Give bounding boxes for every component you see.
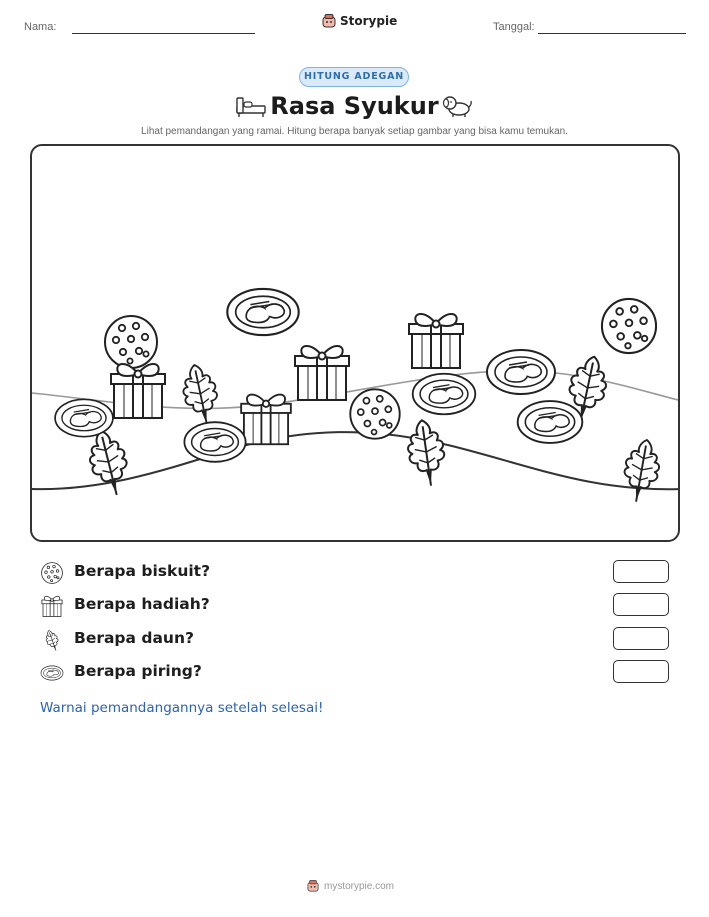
footer — [307, 880, 394, 892]
question-text: Berapa hadiah? — [74, 595, 210, 613]
plate-icon — [487, 350, 555, 394]
name-line[interactable] — [72, 33, 255, 34]
plate-icon — [518, 401, 583, 443]
gift-icon — [409, 314, 463, 368]
plate-icon — [184, 422, 245, 462]
cookie-icon — [350, 389, 399, 438]
question-text: Berapa piring? — [74, 662, 202, 680]
counting-scene — [30, 144, 680, 542]
footer-url[interactable]: mystorypie.com — [324, 880, 395, 892]
foreground-hill-line — [32, 432, 680, 489]
question-row-leaves — [40, 627, 670, 653]
answer-box-gifts[interactable] — [613, 593, 669, 616]
leaf-icon — [84, 427, 134, 500]
scene-illustration — [32, 146, 680, 542]
page-title: Rasa Syukur — [270, 92, 439, 120]
question-row-gifts — [40, 593, 670, 619]
gift-icon — [40, 594, 64, 618]
activity-badge: HITUNG ADEGAN — [299, 67, 409, 87]
question-text: Berapa daun? — [74, 629, 194, 647]
cookie-icon — [602, 299, 656, 353]
leaf-icon — [620, 437, 664, 505]
cookie-icon — [40, 561, 64, 585]
gift-icon — [295, 346, 349, 400]
answer-box-leaves[interactable] — [613, 627, 669, 650]
storypie-mascot-icon — [307, 880, 319, 892]
leaf-icon — [178, 362, 222, 428]
brand-logo — [322, 14, 397, 28]
leaf-icon — [404, 418, 448, 488]
date-label: Tanggal: — [493, 21, 535, 33]
puppy-icon — [441, 94, 473, 118]
coloring-note: Warnai pemandangannya setelah selesai! — [40, 700, 324, 716]
answer-box-plates[interactable] — [613, 660, 669, 683]
plate-icon — [227, 289, 298, 335]
plate-icon — [40, 661, 64, 685]
plate-icon — [413, 374, 476, 414]
name-label: Nama: — [24, 21, 57, 33]
storypie-mascot-icon — [322, 14, 336, 28]
question-text: Berapa biskuit? — [74, 562, 211, 580]
leaf-icon — [40, 628, 64, 652]
brand-name: Storypie — [340, 14, 398, 28]
date-line[interactable] — [538, 33, 686, 34]
gift-icon — [111, 364, 165, 418]
question-row-plates — [40, 660, 670, 686]
cookie-icon — [105, 316, 157, 368]
answer-box-cookies[interactable] — [613, 560, 669, 583]
question-row-cookies — [40, 560, 670, 586]
gift-icon — [241, 395, 291, 445]
plate-icon — [55, 399, 113, 436]
instructions: Lihat pemandangan yang ramai. Hitung berapa banyak setiap gambar yang bisa kamu temukan. — [141, 126, 568, 137]
